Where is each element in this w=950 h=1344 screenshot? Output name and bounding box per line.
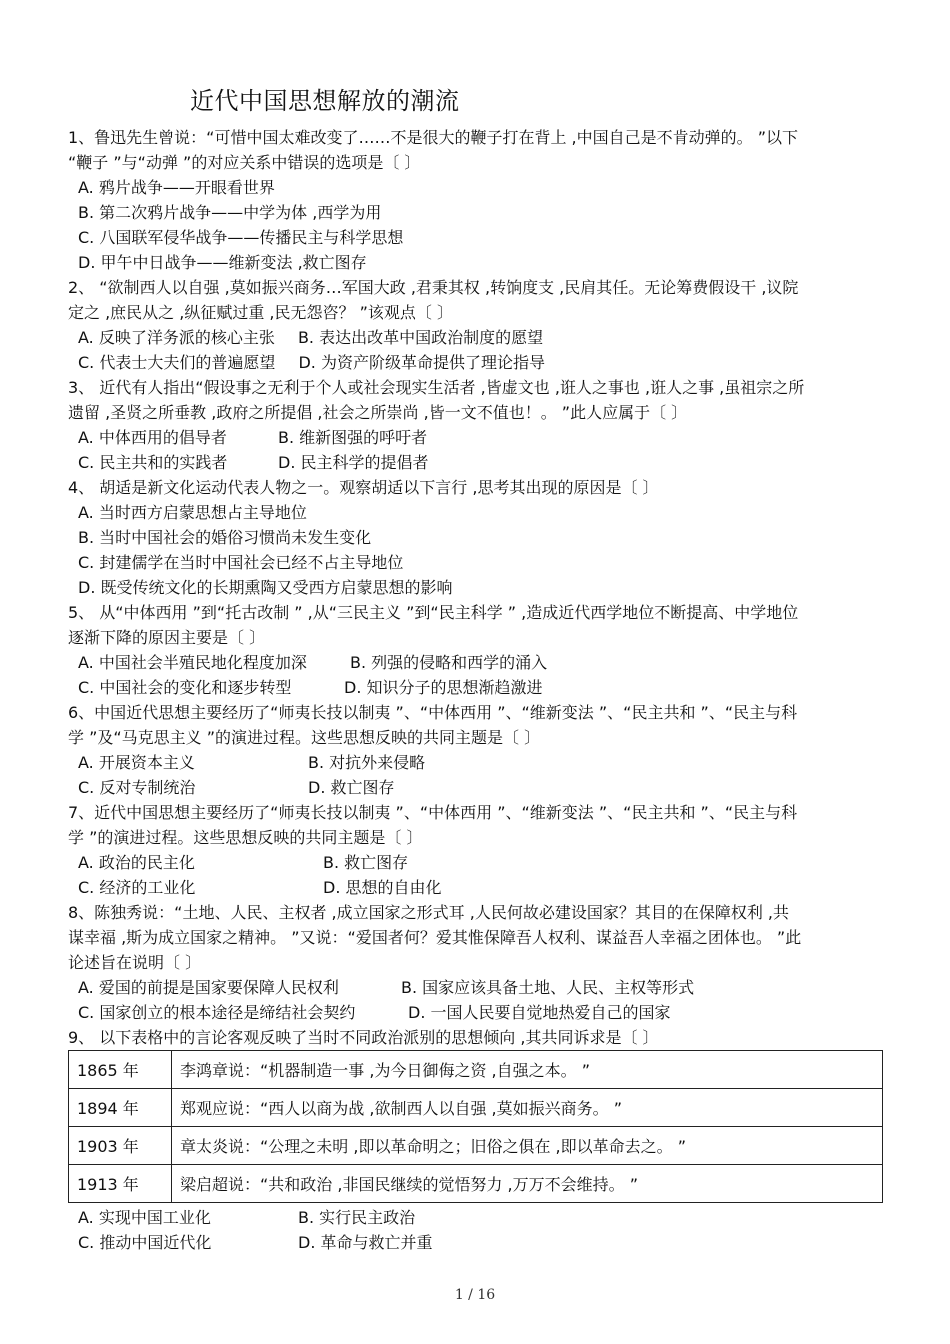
q4-option-c: C. 封建儒学在当时中国社会已经不占主导地位 [78,553,404,572]
q9-option-d: D. 革命与救亡并重 [298,1233,433,1252]
q9-options-row-1 [78,1208,415,1228]
q1-stem-line-2: “鞭子 ”与“动弹 ”的对应关系中错误的选项是〔 〕 [68,153,421,172]
q7-option-c: C. 经济的工业化 [78,878,196,897]
table-cell-quote: 李鸿章说：“机器制造一事 ,为今日御侮之资 ,自强之本。 ” [172,1051,883,1089]
table-cell-quote: 章太炎说：“公理之未明 ,即以革命明之；旧俗之俱在 ,即以革命去之。 ” [172,1127,883,1165]
q8-stem-line-1: 8、陈独秀说：“土地、人民、主权者 ,成立国家之形式耳 ,人民何故必建设国家？其目的在保障权利 ,共 [68,903,789,922]
q4-option-b: B. 当时中国社会的婚俗习惯尚未发生变化 [78,528,372,547]
q8-stem-line-2: 谋幸福 ,斯为成立国家之精神。 ”又说：“爱国者何？爱其惟保障吾人权利、谋益吾人幸福之团体也。 ”此 [68,928,802,947]
q2-option-b: B. 表达出改革中国政治制度的愿望 [297,328,544,347]
q2-options-row-1 [78,328,543,348]
q7-options-row-1 [78,853,408,873]
table-row [69,1051,883,1089]
q2-stem-line-1: 2、 “欲制西人以自强 ,莫如振兴商务…军国大政 ,君秉其权 ,转饷度支 ,民肩其任。无论筹费假设干 ,议院 [68,278,799,297]
q1-option-d: D. 甲午中日战争——维新变法 ,救亡图存 [78,253,367,272]
q8-options-row-2 [78,1003,671,1023]
q7-option-b: B. 救亡图存 [323,853,409,872]
q7-option-d: D. 思想的自由化 [323,878,442,897]
q6-stem-line-2: 学 ”及“马克思主义 ”的演进过程。这些思想反映的共同主题是〔 〕 [68,728,541,747]
q4-option-a: A. 当时西方启蒙思想占主导地位 [78,503,307,522]
q6-options-row-2 [78,778,395,798]
q6-option-d: D. 救亡图存 [308,778,395,797]
table-cell-year: 1894 年 [69,1089,172,1127]
q8-option-a: A. 爱国的前提是国家要保障人民权利 [78,978,339,997]
q2-stem-line-2: 定之 ,庶民从之 ,纵征赋过重 ,民无怨咨？ ”该观点〔 〕 [68,303,453,322]
q1-option-b: B. 第二次鸦片战争——中学为体 ,西学为用 [78,203,382,222]
q2-option-a: A. 反映了洋务派的核心主张 [78,328,275,347]
q1-stem-line-1: 1、鲁迅先生曾说：“可惜中国太难改变了……不是很大的鞭子打在背上 ,中国自己是不肯动弹的。 ”以下 [68,128,799,147]
table-row [69,1127,883,1165]
q8-option-b: B. 国家应该具备土地、人民、主权等形式 [401,978,695,997]
q5-option-b: B. 列强的侵略和西学的涌入 [350,653,548,672]
q4-stem-line-1: 4、 胡适是新文化运动代表人物之一。观察胡适以下言行 ,思考其出现的原因是〔 〕 [68,478,659,497]
q3-option-d: D. 民主科学的提倡者 [278,453,429,472]
q7-stem-line-1: 7、近代中国思想主要经历了“师夷长技以制夷 ”、“中体西用 ”、“维新变法 ”、“民主共和 ”、“民主与科 [68,803,798,822]
q6-option-a: A. 开展资本主义 [78,753,195,772]
table-cell-quote: 梁启超说：“共和政治 ,非国民继续的觉悟努力 ,万万不会维持。 ” [172,1165,883,1203]
q7-stem-line-2: 学 ”的演进过程。这些思想反映的共同主题是〔 〕 [68,828,423,847]
q5-option-c: C. 中国社会的变化和逐步转型 [78,678,292,697]
q8-options-row-1 [78,978,694,998]
q8-stem-line-3: 论述旨在说明〔 〕 [68,953,202,972]
q8-option-d: D. 一国人民要自觉地热爱自己的国家 [408,1003,671,1022]
q8-option-c: C. 国家创立的根本途径是缔结社会契约 [78,1003,356,1022]
table-row [69,1165,883,1203]
q6-option-c: C. 反对专制统治 [78,778,196,797]
q7-options-row-2 [78,878,442,898]
q3-options-row-2 [78,453,429,473]
q9-options-row-2 [78,1233,433,1253]
table-cell-year: 1913 年 [69,1165,172,1203]
q1-option-c: C. 八国联军侵华战争——传播民主与科学思想 [78,228,404,247]
q5-option-a: A. 中国社会半殖民地化程度加深 [78,653,307,672]
q3-stem-line-2: 遗留 ,圣贤之所垂教 ,政府之所提倡 ,社会之所崇尚 ,皆一文不值也！。 ”此人应属于〔 〕 [68,403,688,422]
q3-option-a: A. 中体西用的倡导者 [78,428,227,447]
q5-option-d: D. 知识分子的思想渐趋激进 [344,678,543,697]
q2-option-d: D. 为资产阶级革命提供了理论指导 [298,353,545,372]
table-cell-year: 1903 年 [69,1127,172,1165]
q5-options-row-2 [78,678,543,698]
q6-stem-line-1: 6、中国近代思想主要经历了“师夷长技以制夷 ”、“中体西用 ”、“维新变法 ”、“民主共和 ”、“民主与科 [68,703,798,722]
table-row [69,1089,883,1127]
q2-option-c: C. 代表士大夫们的普遍愿望 [78,353,276,372]
q9-option-c: C. 推动中国近代化 [78,1233,212,1252]
q9-option-a: A. 实现中国工业化 [78,1208,211,1227]
table-cell-quote: 郑观应说：“西人以商为战 ,欲制西人以自强 ,莫如振兴商务。 ” [172,1089,883,1127]
q6-option-b: B. 对抗外来侵略 [308,753,426,772]
q1-option-a: A. 鸦片战争——开眼看世界 [78,178,275,197]
q3-options-row-1 [78,428,427,448]
q3-option-c: C. 民主共和的实践者 [78,453,228,472]
page-title: 近代中国思想解放的潮流 [190,87,460,115]
q3-stem-line-1: 3、 近代有人指出“假设事之无利于个人或社会现实生活者 ,皆虚文也 ,诳人之事也 ,诳人之事 ,虽祖宗之所 [68,378,805,397]
q5-stem-line-2: 逐渐下降的原因主要是〔 〕 [68,628,266,647]
q2-options-row-2 [78,353,545,373]
q3-option-b: B. 维新图强的呼吁者 [278,428,428,447]
page-number: 1 / 16 [454,1287,496,1303]
quotes-table [68,1050,883,1203]
q5-stem-line-1: 5、 从“中体西用 ”到“托古改制 ” ,从“三民主义 ”到“民主科学 ” ,造成近代西学地位不断提高、中学地位 [68,603,799,622]
q6-options-row-1 [78,753,425,773]
q5-options-row-1 [78,653,547,673]
q4-option-d: D. 既受传统文化的长期熏陶又受西方启蒙思想的影响 [78,578,453,597]
q9-stem-line-1: 9、 以下表格中的言论客观反映了当时不同政治派别的思想倾向 ,其共同诉求是〔 〕 [68,1028,659,1047]
table-cell-year: 1865 年 [69,1051,172,1089]
q7-option-a: A. 政治的民主化 [78,853,195,872]
q9-option-b: B. 实行民主政治 [298,1208,416,1227]
